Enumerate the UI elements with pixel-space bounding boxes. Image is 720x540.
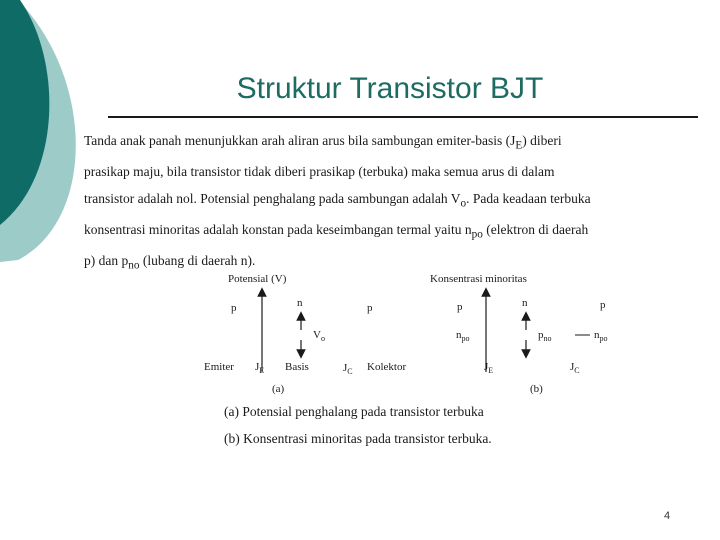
pno-label: $p_{no}$ xyxy=(538,329,552,343)
je-label-a: $J_E$ xyxy=(255,361,265,375)
potential-axis-label: Potensial (V) xyxy=(228,273,287,285)
paragraph-line: transistor adalah nol. Potensial penghalang pada sambungan adalah $V_o$. Pada keadaan terbuka xyxy=(84,190,591,210)
potential-diagram xyxy=(204,273,406,395)
region-n-b: n xyxy=(522,297,528,309)
region-p-right: p xyxy=(367,302,373,314)
region-p-left: p xyxy=(231,302,237,314)
npo-left-label: $n_{po}$ xyxy=(456,329,470,343)
paragraph-line: Tanda anak panah menunjukkan arah aliran arus bila sambungan emiter-basis $(J_E)$ diberi xyxy=(84,133,562,152)
paragraph-line: prasikap maju, bila transistor tidak diberi prasikap (terbuka) maka semua arus di dalam xyxy=(84,164,555,180)
paragraph-line: konsentrasi minoritas adalah konstan pada keseimbangan termal yaitu $n_{po}$ (elektron di daerah xyxy=(84,222,589,241)
emitter-label: Emiter xyxy=(204,361,234,373)
paragraph-line: p) dan $p_{no}$ (lubang di daerah n). xyxy=(84,253,256,273)
jc-label-a: $J_C$ xyxy=(343,362,353,376)
diagram-b-tag: (b) xyxy=(530,383,543,395)
caption-a: (a) Potensial penghalang pada transistor terbuka xyxy=(224,404,484,419)
je-label-b: $J_E$ xyxy=(484,361,494,375)
barrier-voltage-label: $V_o$ xyxy=(313,329,325,343)
page-number: 4 xyxy=(664,510,671,522)
concentration-axis-label: Konsentrasi minoritas xyxy=(430,273,527,285)
minority-concentration-diagram xyxy=(430,273,608,395)
jc-label-b: $J_C$ xyxy=(570,361,580,375)
collector-label: Kolektor xyxy=(367,361,407,373)
base-label: Basis xyxy=(285,361,309,373)
slide-title: Struktur Transistor BJT xyxy=(236,72,544,105)
npo-right-label: $n_{po}$ xyxy=(594,329,608,343)
diagram-a-tag: (a) xyxy=(272,383,285,395)
caption-b: (b) Konsentrasi minoritas pada transistor terbuka. xyxy=(224,431,492,446)
region-p-right-b: p xyxy=(600,299,606,311)
region-n: n xyxy=(297,297,303,309)
region-p-left-b: p xyxy=(457,301,463,313)
